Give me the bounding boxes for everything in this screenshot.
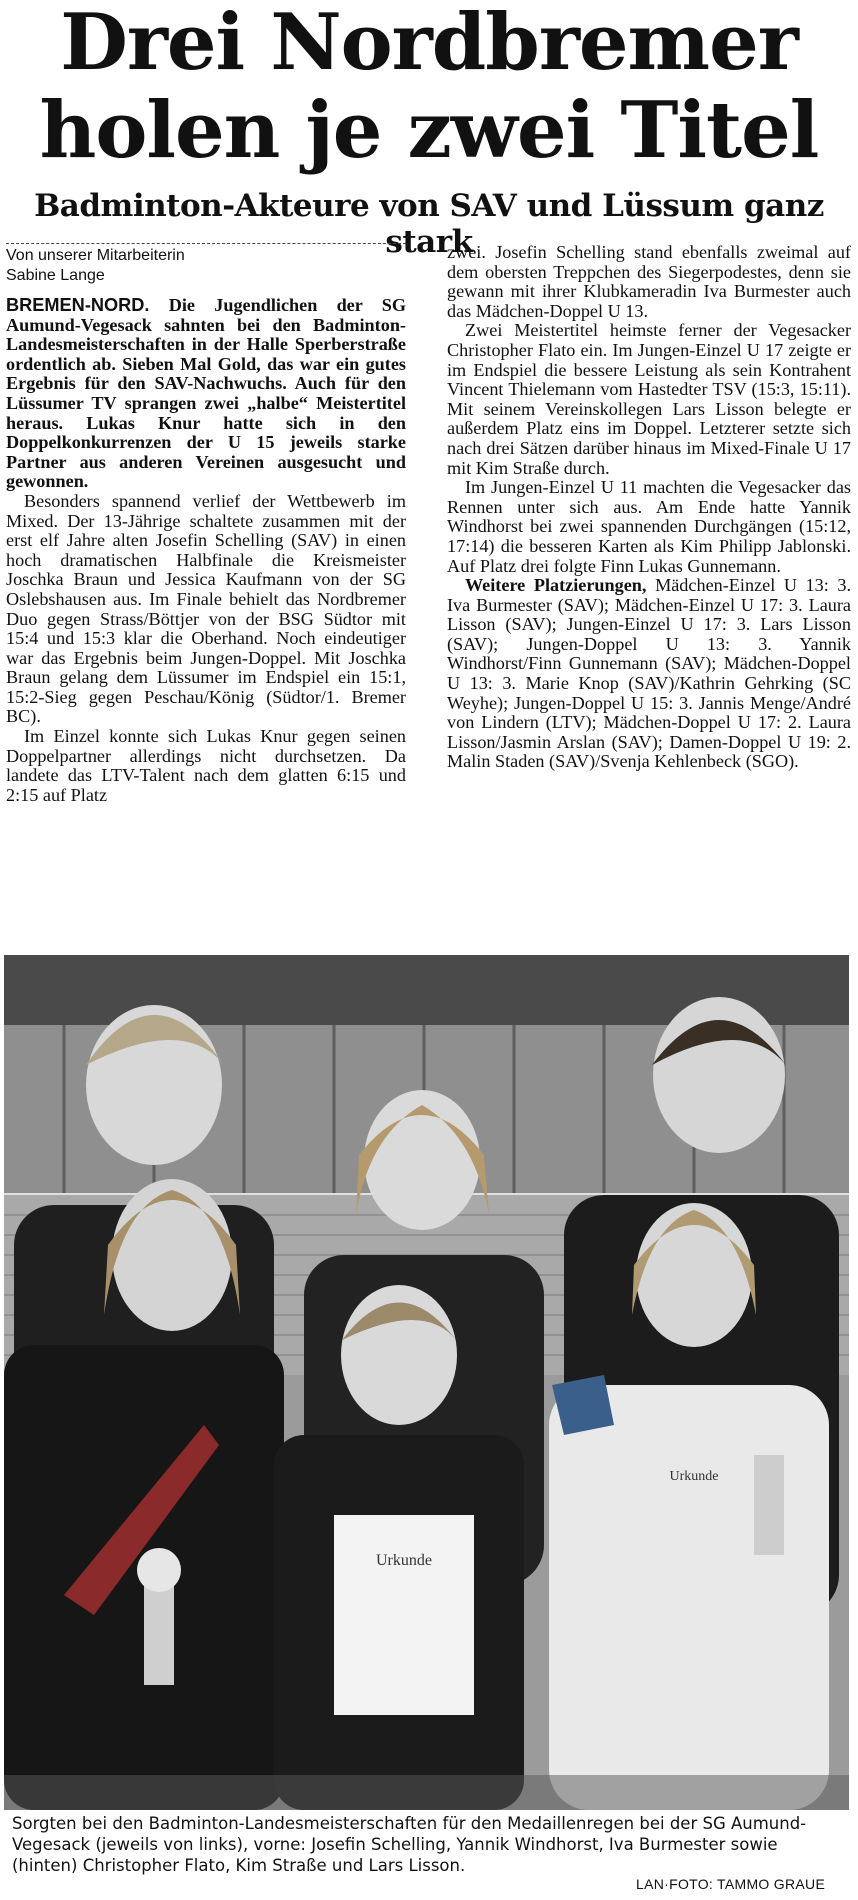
certificate-label: Urkunde	[376, 1552, 432, 1569]
paragraph-einzel: Im Einzel konnte sich Lukas Knur gegen seinen Doppelpartner allerdings nicht durchsetzen. Da landete das LTV-Talent nach dem glatten 6:15 und 2:15 auf Platz	[6, 726, 406, 805]
headline-line-2: holen je zwei Titel	[39, 85, 819, 176]
byline-line-1: Von unserer Mitarbeiterin	[6, 247, 185, 264]
dateline: BREMEN-NORD.	[6, 295, 150, 315]
headline	[0, 0, 858, 176]
lead-text: Die Jugendlichen der SG Aumund-Vegesack sahnten bei den Badminton-Landesmeisterschaften in der Halle Sperberstraße ordentlich ab. Sieben Mal Gold, das war ein gutes Ergebnis für den SAV-Nachwuchs. Auch für den Lüssumer TV sprangen zwei „halbe“ Meistertitel heraus. Lukas Knur hatte sich in den Doppelkonkurrenzen der U 15 jeweils starke Partner aus anderen Vereinen ausgesucht und gewonnen.	[6, 295, 407, 492]
article-column-right	[447, 243, 851, 772]
results-label: Weitere Platzierungen,	[465, 575, 647, 596]
paragraph-schelling: zwei. Josefin Schelling stand ebenfalls zweimal auf dem obersten Treppchen des Siegerpodestes, denn sie gewann mit ihrer Klubkameradin Iva Burmester auch das Mädchen-Doppel U 13.	[447, 242, 851, 321]
photo-caption: Sorgten bei den Badminton-Landesmeisterschaften für den Medaillenregen bei der SG Aumund-Vegesack (jeweils von links), vorne: Josefin Schelling, Yannik Windhorst, Iva Burmester sowie (hinten) Christopher Flato, Kim Straße und Lars Lisson.	[12, 1814, 807, 1875]
byline-author: Sabine Lange	[6, 267, 105, 284]
paragraph-mixed: Besonders spannend verlief der Wettbewerb im Mixed. Der 13-Jährige schaltete zusammen mit der erst elf Jahre alten Josefin Schelling (SAV) in einen hoch dramatischen Halbfinale die Kreismeister Joschka Braun und Jessica Kaufmann von der SG Oslebshausen aus. Im Finale behielt das Nordbremer Duo gegen Strass/Böttjer von der BSG Südtor mit 15:4 und 15:3 klar die Oberhand. Noch eindeutiger war das Ergebnis beim Jungen-Doppel. Mit Joschka Braun gelang dem Lüssumer im Endspiel ein 15:1, 15:2-Sieg gegen Peschau/König (Südtor/1. Bremer BC).	[6, 490, 406, 727]
photo-credit: LAN·FOTO: TAMMO GRAUE	[636, 1876, 826, 1892]
team-photo	[4, 955, 849, 1810]
paragraph-results	[447, 576, 851, 772]
byline	[6, 243, 406, 286]
lead-paragraph	[6, 296, 406, 492]
subheadline: Badminton-Akteure von SAV und Lüssum ganz stark	[34, 188, 824, 260]
headline-line-1: Drei Nordbremer	[60, 0, 798, 88]
paragraph-u11: Im Jungen-Einzel U 11 machten die Vegesacker das Rennen unter sich aus. Am Ende hatte Yannik Windhorst bei zwei spannenden Durchgängen (15:12, 17:14) die besseren Karten als Kim Philipp Jablonski. Auf Platz drei folgte Finn Lukas Gunnemann.	[447, 477, 851, 576]
article-column-left	[6, 243, 406, 805]
shirt-label: Urkunde	[669, 1469, 719, 1484]
team-photo-illustration	[4, 955, 849, 1810]
results-text: Mädchen-Einzel U 13: 3. Iva Burmester (SAV); Mädchen-Einzel U 17: 3. Laura Lisson (SAV); Jungen-Einzel U 17: 3. Lars Lisson (SAV); Jungen-Doppel U 13: 3. Yannik Windhorst/Finn Gunnemann (SAV); Mädchen-Doppel U 13: 3. Marie Knop (SAV)/Kathrin Gehrking (SC Weyhe); Jungen-Doppel U 15: 3. Jannis Menge/André von Lindern (LTV); Mädchen-Doppel U 17: 2. Laura Lisson/Jasmin Arslan (SAV); Damen-Doppel U 19: 2. Malin Staden (SAV)/Svenja Kehlenbeck (SGO).	[447, 575, 851, 772]
paragraph-flato: Zwei Meistertitel heimste ferner der Vegesacker Christopher Flato ein. Im Jungen-Einzel U 17 zeigte er im Endspiel die bessere Leistung als sein Kontrahent Vincent Thielemann vom Hastedter TSV (15:3, 15:11). Mit seinem Vereinskollegen Lars Lisson belegte er außerdem Platz eins im Doppel. Letzterer setzte sich nach drei Sätzen darüber hinaus im Mixed-Finale U 17 mit Kim Straße durch.	[447, 320, 851, 478]
